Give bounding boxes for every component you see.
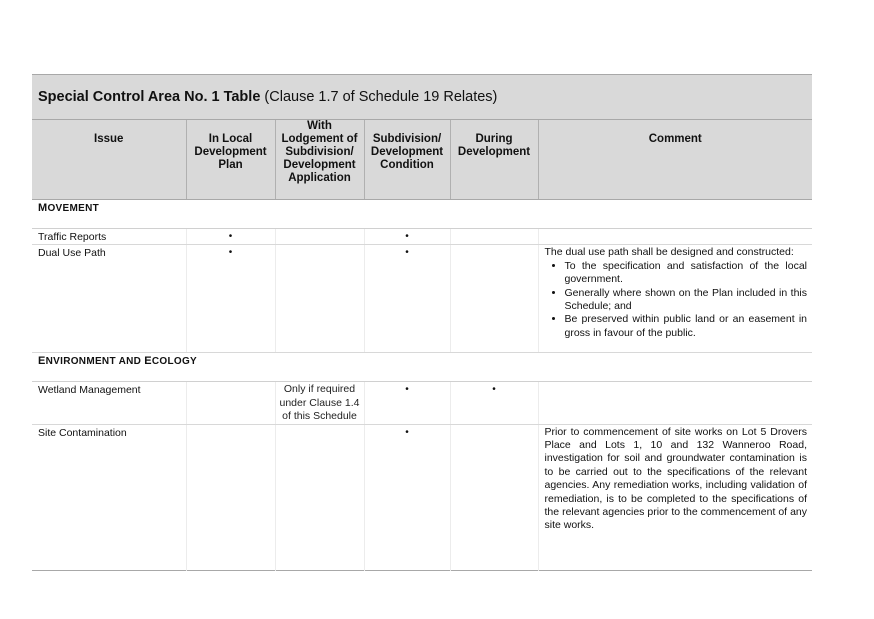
condition-dot: •	[364, 424, 450, 570]
section-movement: MOVEMENT	[32, 200, 812, 229]
comment-cell: Prior to commencement of site works on Lot 5 Drovers Place and Lots 1, 10 and 132 Wanneroo Road, investigation for soil and groundwater contamination is to be carried out to the specifications of the relevant agencies. Any remediation works, including validation of remediation, is to be completed to the specifications of the relevant agencies prior to the commencement of any site works.	[538, 424, 812, 570]
header-row	[32, 120, 812, 200]
table-title-clause: (Clause 1.7 of Schedule 19 Relates)	[260, 89, 498, 105]
header-lodgement: With Lodgement of Subdivision/ Development Application	[275, 120, 364, 200]
table-row	[32, 229, 812, 245]
section-environment: ENVIRONMENT AND ECOLOGY	[32, 353, 812, 382]
condition-dot: •	[364, 245, 450, 353]
comment-cell	[538, 229, 812, 245]
local-plan-cell	[186, 382, 275, 424]
table-row	[32, 424, 812, 570]
list-item: • Be preserved within public land or an easement in gross in favour of the public.	[565, 313, 808, 340]
header-during: During Development	[450, 120, 538, 200]
lodgement-cell	[275, 245, 364, 353]
header-condition: Subdivision/ Development Condition	[364, 120, 450, 200]
lodgement-cell	[275, 424, 364, 570]
issue-cell: Dual Use Path	[32, 245, 186, 353]
header-comment: Comment	[538, 120, 812, 200]
during-cell	[450, 245, 538, 353]
during-cell	[450, 424, 538, 570]
issue-cell: Traffic Reports	[32, 229, 186, 245]
table-row	[32, 382, 812, 424]
local-plan-dot: •	[186, 229, 275, 245]
local-plan-dot: •	[186, 245, 275, 353]
condition-dot: •	[364, 382, 450, 424]
list-item: • To the specification and satisfaction of the local government.	[565, 260, 808, 287]
table-title-bold: Special Control Area No. 1 Table	[38, 89, 261, 105]
comment-list	[545, 260, 808, 340]
header-issue: Issue	[32, 120, 186, 200]
comment-intro: The dual use path shall be designed and constructed:	[544, 246, 794, 259]
condition-dot: •	[364, 229, 450, 245]
special-control-area-table	[32, 74, 812, 571]
during-cell	[450, 229, 538, 245]
table-title	[32, 75, 812, 120]
lodgement-cell	[275, 229, 364, 245]
during-dot: •	[450, 382, 538, 424]
comment-cell	[538, 245, 812, 353]
header-local-plan: In Local Development Plan	[186, 120, 275, 200]
list-item: • Generally where shown on the Plan included in this Schedule; and	[565, 287, 808, 314]
local-plan-cell	[186, 424, 275, 570]
lodgement-note: Only if required under Clause 1.4 of this Schedule	[275, 382, 364, 424]
comment-cell	[538, 382, 812, 424]
table-row	[32, 245, 812, 353]
issue-cell: Wetland Management	[32, 382, 186, 424]
issue-cell: Site Contamination	[38, 426, 127, 439]
